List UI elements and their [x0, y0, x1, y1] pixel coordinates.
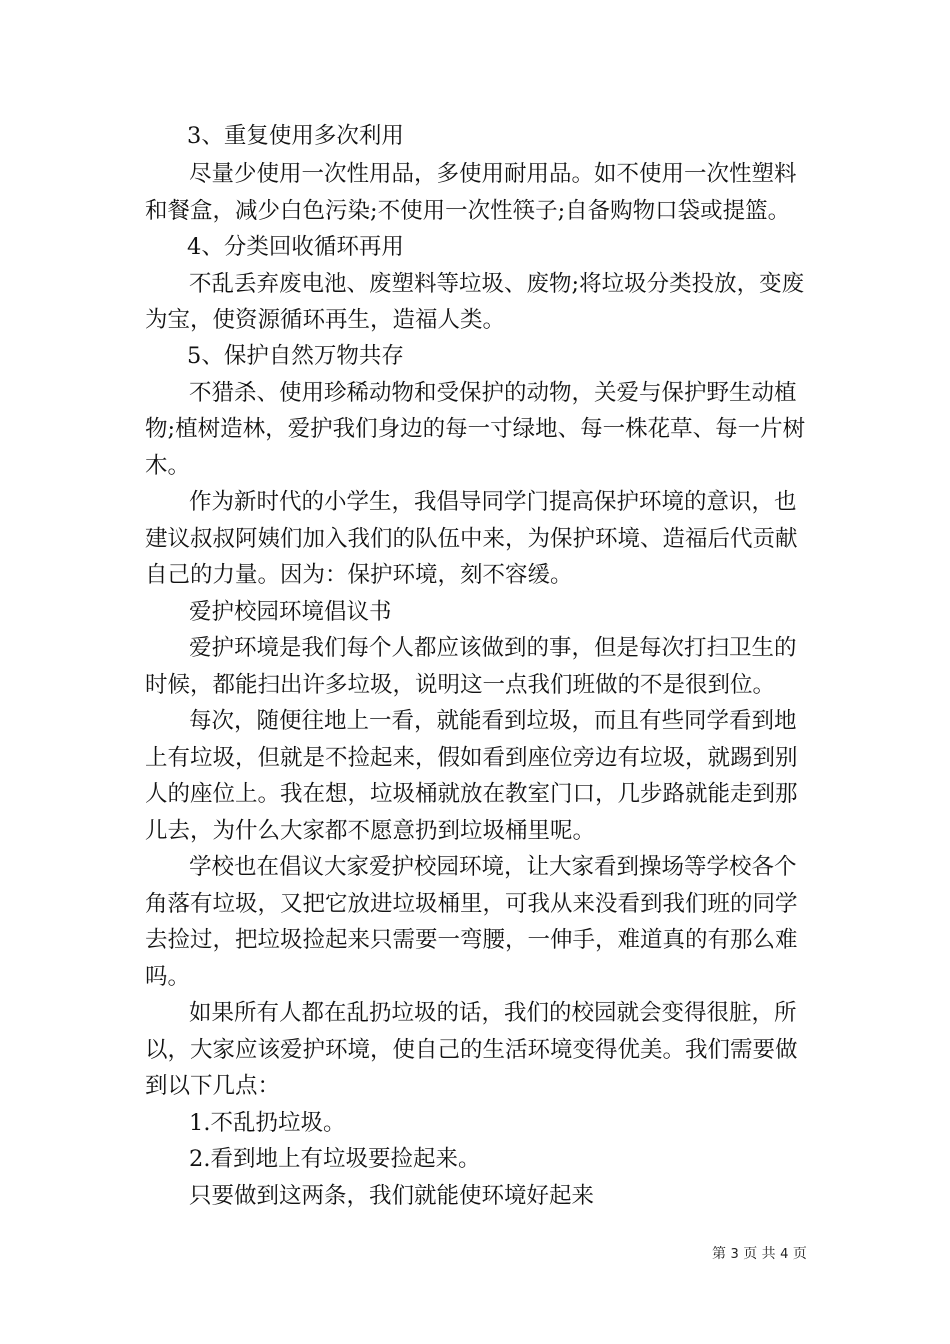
paragraph-line: 作为新时代的小学生，我倡导同学门提高保护环境的意识，也: [189, 489, 797, 515]
list-item: 1.不乱扔垃圾。: [189, 1110, 346, 1136]
paragraph-line: 以，大家应该爱护环境，使自己的生活环境变得优美。我们需要做: [145, 1037, 798, 1063]
paragraph-line: 到以下几点：: [145, 1073, 281, 1099]
paragraph-line: 只要做到这两条，我们就能使环境好起来: [189, 1183, 595, 1209]
paragraph-line: 上有垃圾，但就是不捡起来，假如看到座位旁边有垃圾，就踢到别: [145, 745, 798, 771]
footer-middle: 页 共: [743, 1246, 776, 1262]
paragraph-line: 爱护环境是我们每个人都应该做到的事，但是每次打扫卫生的: [189, 635, 797, 661]
page-number: 3: [730, 1247, 739, 1262]
paragraph-line: 建议叔叔阿姨们加入我们的队伍中来，为保护环境、造福后代贡献: [145, 526, 798, 552]
paragraph-line: 和餐盒，减少白色污染;不使用一次性筷子;自备购物口袋或提篮。: [145, 198, 791, 224]
heading-protect-nature: 5、保护自然万物共存: [187, 343, 404, 369]
paragraph-line: 吗。: [145, 964, 191, 990]
paragraph-line: 自己的力量。因为：保护环境，刻不容缓。: [145, 562, 573, 588]
paragraph-line: 物;植树造林，爱护我们身边的每一寸绿地、每一株花草、每一片树: [145, 416, 806, 442]
section-title: 爱护校园环境倡议书: [189, 599, 392, 625]
paragraph-line: 不乱丢弃废电池、废塑料等垃圾、废物;将垃圾分类投放，变废: [189, 271, 805, 297]
paragraph-line: 木。: [145, 453, 191, 479]
paragraph-line: 学校也在倡议大家爱护校园环境，让大家看到操场等学校各个: [189, 854, 797, 880]
paragraph-line: 去捡过，把垃圾捡起来只需要一弯腰，一伸手，难道真的有那么难: [145, 927, 798, 953]
paragraph-line: 尽量少使用一次性用品，多使用耐用品。如不使用一次性塑料: [189, 161, 797, 187]
page-footer: [712, 1244, 807, 1265]
paragraph-line: 每次，随便往地上一看，就能看到垃圾，而且有些同学看到地: [189, 708, 797, 734]
heading-recycle: 4、分类回收循环再用: [187, 234, 404, 260]
paragraph-line: 角落有垃圾，又把它放进垃圾桶里，可我从来没看到我们班的同学: [145, 891, 798, 917]
paragraph-line: 如果所有人都在乱扔垃圾的话，我们的校园就会变得很脏，所: [189, 1000, 797, 1026]
total-pages: 4: [780, 1247, 789, 1262]
paragraph-line: 不猎杀、使用珍稀动物和受保护的动物，关爱与保护野生动植: [189, 380, 797, 406]
heading-reuse: 3、重复使用多次利用: [187, 123, 404, 149]
paragraph-line: 为宝，使资源循环再生，造福人类。: [145, 307, 506, 333]
footer-prefix: 第: [712, 1246, 726, 1262]
list-item: 2.看到地上有垃圾要捡起来。: [189, 1146, 481, 1172]
paragraph-line: 时候，都能扫出许多垃圾，说明这一点我们班做的不是很到位。: [145, 672, 776, 698]
footer-suffix: 页: [792, 1246, 807, 1262]
paragraph-line: 儿去，为什么大家都不愿意扔到垃圾桶里呢。: [145, 818, 596, 844]
paragraph-line: 人的座位上。我在想，垃圾桶就放在教室门口，几步路就能走到那: [145, 781, 798, 807]
